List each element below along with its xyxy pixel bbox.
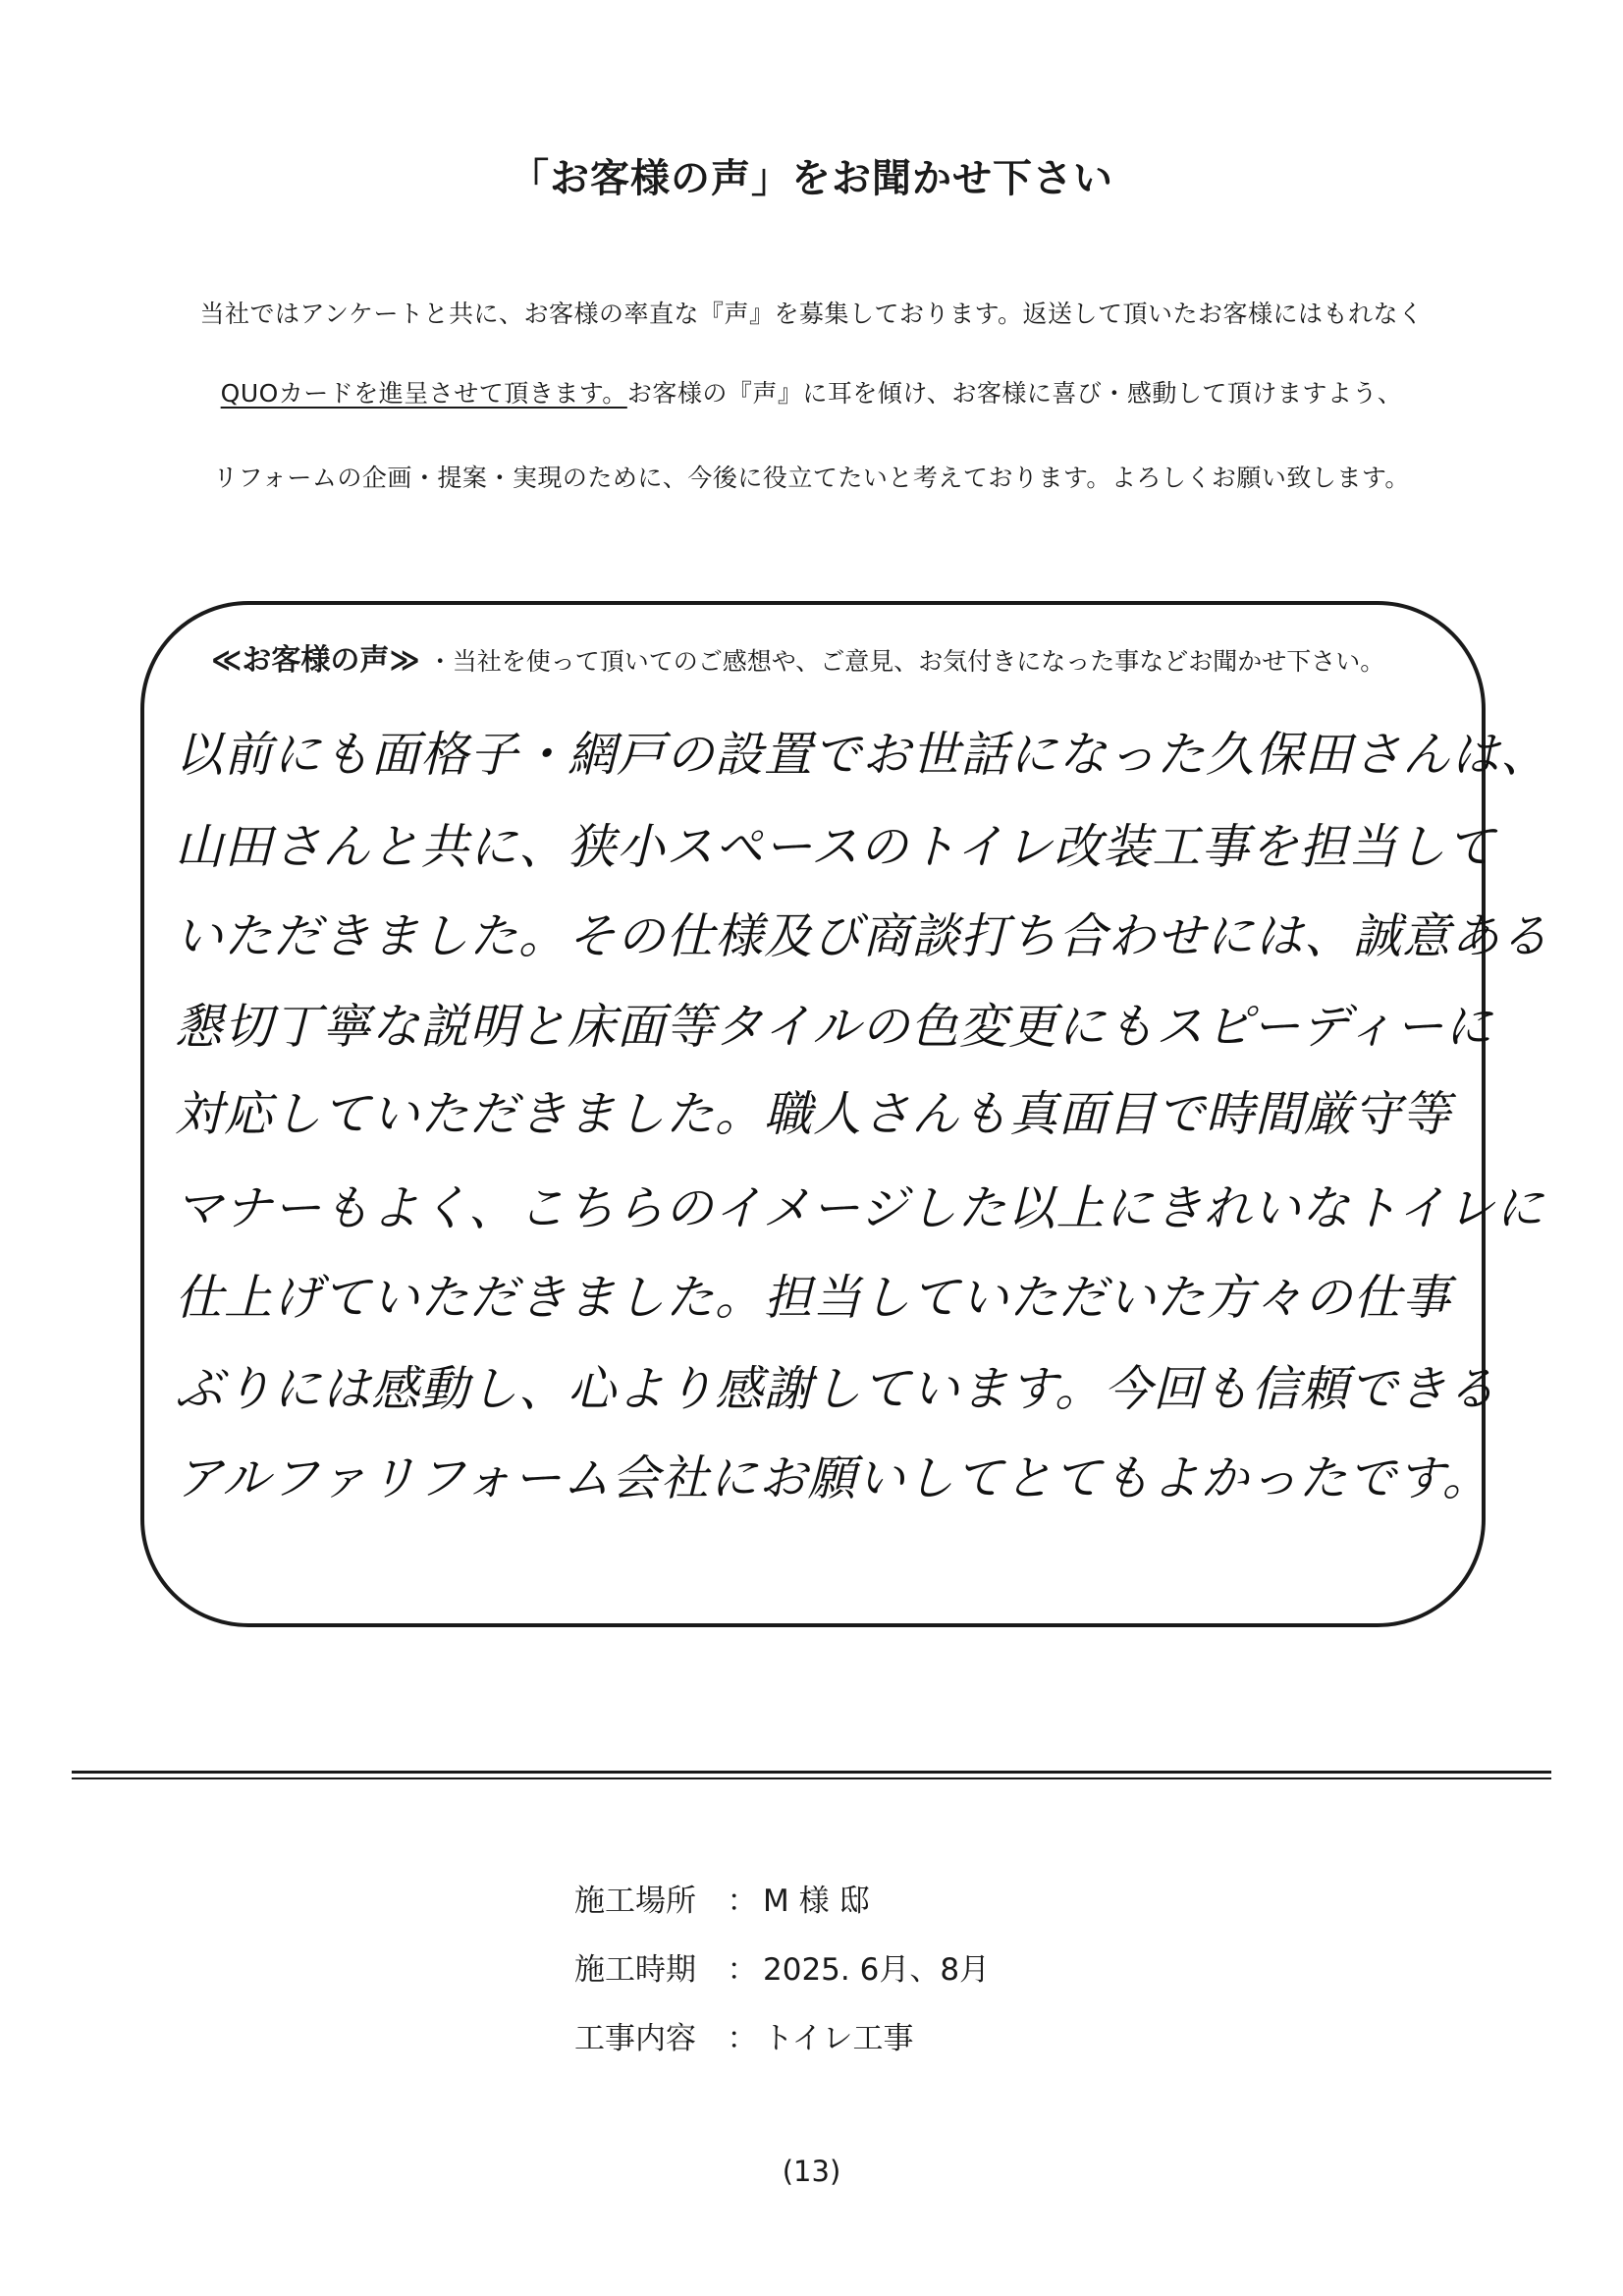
detail-value: トイレ工事 — [763, 2021, 914, 2056]
handwritten-line: 仕上げていただきました。担当していただいた方々の仕事 — [175, 1270, 1452, 1326]
customer-voice-label: ≪お客様の声≫ — [211, 643, 420, 678]
intro-line-2 — [0, 374, 1623, 410]
handwritten-line: 懇切丁寧な説明と床面等タイルの色変更にもスピーディーに — [175, 999, 1494, 1055]
intro-line-3: リフォームの企画・提案・実現のために、今後に役立てたいと考えております。よろしくお願い致します。 — [213, 464, 1410, 492]
detail-value: 2025. 6月、8月 — [763, 1952, 991, 1988]
page-number: (13) — [782, 2155, 841, 2188]
detail-separator: ： — [727, 1884, 758, 1919]
detail-label: 施工場所 — [574, 1884, 696, 1919]
intro-line-2-rest: お客様の『声』に耳を傾け、お客様に喜び・感動して頂けますよう、 — [626, 379, 1403, 408]
handwritten-line: 対応していただきました。職人さんも真面目で時間厳守等 — [175, 1086, 1452, 1142]
detail-label: 施工時期 — [574, 1952, 696, 1988]
detail-location — [574, 1876, 869, 1920]
section-divider-secondary — [72, 1777, 1551, 1779]
detail-separator: ： — [727, 1952, 758, 1988]
detail-work — [574, 2013, 913, 2057]
section-divider — [72, 1771, 1551, 1774]
handwritten-line: マナーもよく、こちらのイメージした以上にきれいなトイレに — [175, 1180, 1545, 1236]
handwritten-line: いただきました。その仕様及び商談打ち合わせには、誠意ある — [175, 908, 1550, 964]
detail-period — [574, 1944, 990, 1989]
quo-card-note: QUOカードを進呈させて頂きます。 — [220, 379, 627, 408]
handwritten-line: 山田さんと共に、狭小スペースのトイレ改装工事を担当して — [175, 819, 1496, 875]
handwritten-line: 以前にも面格子・網戸の設置でお世話になった久保田さんは、 — [175, 727, 1550, 783]
detail-label: 工事内容 — [574, 2021, 696, 2056]
page-title: 「お客様の声」をお聞かせ下さい — [510, 156, 1113, 201]
customer-voice-header — [211, 635, 1384, 679]
detail-separator: ： — [727, 2021, 758, 2056]
detail-value: M 様 邸 — [763, 1884, 870, 1919]
handwritten-line: ぶりには感動し、心より感謝しています。今回も信頼できる — [175, 1361, 1497, 1417]
intro-line-1: 当社ではアンケートと共に、お客様の率直な『声』を募集しております。返送して頂いたお客様にはもれなく — [199, 300, 1424, 328]
customer-voice-prompt: ・当社を使って頂いてのご感想や、ご意見、お気付きになった事などお聞かせ下さい。 — [427, 647, 1385, 676]
handwritten-line: アルファリフォーム会社にお願いしてとてもよかったです。 — [175, 1450, 1491, 1506]
